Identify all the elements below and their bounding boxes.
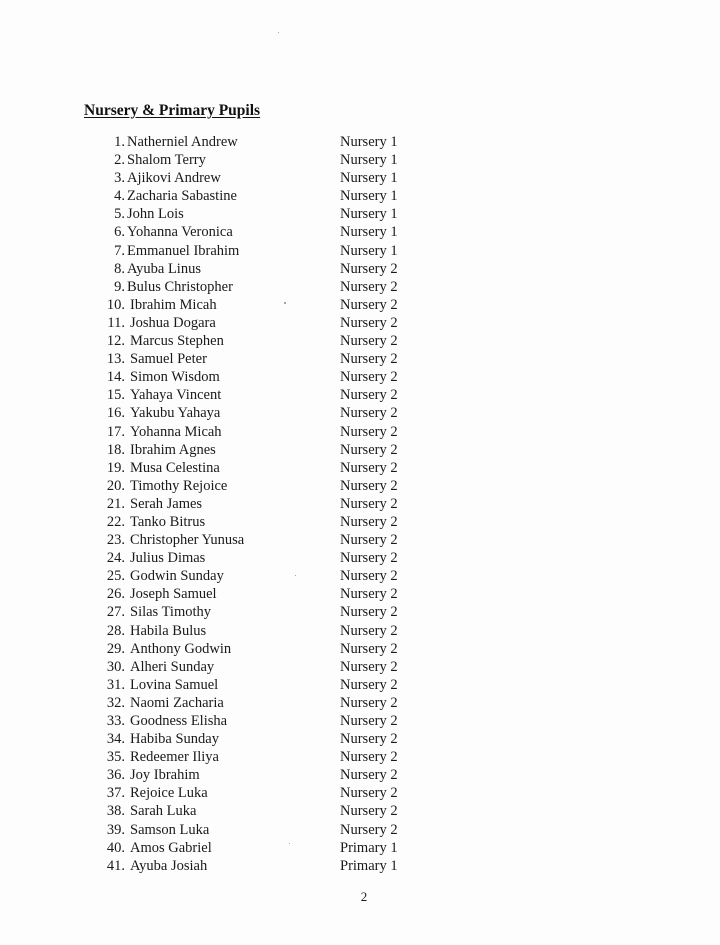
- pupil-name: Yohanna Micah: [130, 423, 222, 440]
- pupil-name: Lovina Samuel: [130, 676, 219, 693]
- pupil-number: 2.: [114, 152, 125, 169]
- pupil-class: Nursery 2: [340, 586, 398, 603]
- pupil-row: [0, 350, 720, 368]
- pupil-class: Nursery 2: [340, 821, 398, 838]
- pupil-row: [0, 368, 720, 386]
- pupil-name: Marcus Stephen: [130, 333, 224, 350]
- pupil-number: 36.: [106, 767, 125, 784]
- pupil-name: Musa Celestina: [130, 459, 220, 476]
- pupil-name: Ayuba Linus: [127, 260, 201, 277]
- pupil-row: [0, 694, 720, 712]
- pupil-class: Nursery 2: [340, 495, 398, 512]
- pupil-number: 20.: [106, 477, 125, 494]
- pupil-row: [0, 296, 720, 314]
- pupil-name: Ayuba Josiah: [130, 857, 208, 874]
- pupil-number: 22.: [106, 513, 125, 530]
- pupil-class: Nursery 2: [340, 694, 398, 711]
- pupil-number: 13.: [106, 351, 125, 368]
- pupil-class: Nursery 2: [340, 640, 398, 657]
- pupil-number: 5.: [114, 206, 125, 223]
- pupil-name: Sarah Luka: [130, 803, 197, 820]
- pupil-row: [0, 242, 720, 260]
- pupil-row: [0, 477, 720, 495]
- pupil-name: Zacharia Sabastine: [127, 188, 237, 205]
- pupil-row: [0, 567, 720, 585]
- pupil-name: Christopher Yunusa: [130, 532, 245, 549]
- pupil-number: 3.: [114, 170, 125, 187]
- pupil-name: Shalom Terry: [127, 152, 206, 169]
- pupil-class: Nursery 1: [340, 152, 398, 169]
- pupil-number: 29.: [106, 640, 125, 657]
- pupil-class: Nursery 2: [340, 459, 398, 476]
- pupil-class: Nursery 1: [340, 134, 398, 150]
- pupil-row: [0, 495, 720, 513]
- pupil-row: [0, 133, 720, 151]
- pupil-row: [0, 748, 720, 766]
- pupil-number: 37.: [106, 785, 125, 802]
- pupil-number: 33.: [106, 713, 125, 729]
- pupil-class: Nursery 2: [340, 785, 398, 802]
- pupil-name: Ibrahim Micah: [130, 296, 217, 313]
- pupil-name: Yahaya Vincent: [130, 387, 222, 404]
- pupil-row: [0, 802, 720, 820]
- pupil-row: [0, 441, 720, 459]
- pupil-class: Nursery 2: [340, 803, 398, 820]
- pupil-row: [0, 169, 720, 187]
- pupil-number: 34.: [106, 731, 125, 748]
- pupil-row: [0, 260, 720, 278]
- pupil-name: Joseph Samuel: [130, 586, 217, 603]
- pupil-name: Timothy Rejoice: [130, 477, 228, 494]
- pupil-number: 7.: [114, 242, 125, 259]
- pupil-class: Nursery 2: [340, 767, 398, 784]
- pupil-number: 17.: [106, 423, 125, 440]
- pupil-class: Nursery 2: [340, 622, 398, 639]
- pupil-row: [0, 513, 720, 531]
- pupil-name: Serah James: [130, 495, 203, 512]
- pupil-row: [0, 187, 720, 205]
- pupil-name: Ibrahim Agnes: [130, 441, 216, 458]
- pupil-class: Nursery 2: [340, 441, 398, 458]
- pupil-name: Alheri Sunday: [130, 658, 215, 675]
- pupil-number: 27.: [106, 604, 125, 621]
- pupil-row: [0, 386, 720, 404]
- pupil-number: 4.: [114, 188, 125, 205]
- pupil-row: [0, 603, 720, 621]
- pupil-name: Yohanna Veronica: [127, 224, 233, 241]
- pupil-class: Nursery 2: [340, 333, 398, 350]
- pupil-row: [0, 549, 720, 567]
- pupil-name: Silas Timothy: [130, 604, 211, 621]
- pupil-row: [0, 278, 720, 296]
- pupil-row: [0, 640, 720, 658]
- page-number: 2: [360, 889, 368, 904]
- pupil-number: 19.: [106, 459, 125, 476]
- pupil-class: Nursery 2: [340, 477, 398, 494]
- pupil-class: Primary 1: [340, 857, 398, 874]
- pupil-class: Nursery 1: [340, 170, 398, 187]
- pupil-name: Amos Gabriel: [130, 839, 212, 856]
- pupil-number: 6.: [114, 224, 125, 241]
- pupil-name: Goodness Elisha: [130, 713, 228, 729]
- pupil-number: 11.: [107, 314, 125, 331]
- pupil-name: Bulus Christopher: [127, 278, 233, 295]
- pupil-number: 32.: [106, 694, 125, 711]
- pupil-row: [0, 332, 720, 350]
- pupil-number: 30.: [106, 658, 125, 675]
- pupil-number: 40.: [106, 839, 125, 856]
- pupil-row: [0, 766, 720, 784]
- pupil-class: Nursery 2: [340, 260, 398, 277]
- scan-speck: [295, 575, 296, 576]
- pupil-row: [0, 151, 720, 169]
- pupil-class: Nursery 2: [340, 568, 398, 585]
- pupil-name: Yakubu Yahaya: [130, 405, 221, 422]
- pupil-name: Naomi Zacharia: [130, 694, 224, 711]
- pupil-row: [0, 459, 720, 477]
- pupil-name: Simon Wisdom: [130, 369, 220, 386]
- pupil-list: [0, 133, 720, 875]
- pupil-class: Nursery 2: [340, 387, 398, 404]
- pupil-number: 8.: [114, 260, 125, 277]
- pupil-row: [0, 423, 720, 441]
- pupil-class: Nursery 2: [340, 532, 398, 549]
- pupil-number: 21.: [106, 495, 125, 512]
- pupil-row: [0, 205, 720, 223]
- pupil-class: Nursery 2: [340, 314, 398, 331]
- pupil-name: Joy Ibrahim: [130, 767, 200, 784]
- pupil-name: Joshua Dogara: [130, 314, 216, 331]
- pupil-class: Nursery 2: [340, 513, 398, 530]
- pupil-name: Redeemer Iliya: [130, 749, 219, 766]
- pupil-class: Nursery 2: [340, 369, 398, 386]
- pupil-class: Nursery 2: [340, 405, 398, 422]
- pupil-number: 9.: [114, 278, 125, 295]
- pupil-number: 26.: [106, 586, 125, 603]
- pupil-name: Samson Luka: [130, 821, 210, 838]
- pupil-row: [0, 531, 720, 549]
- pupil-class: Nursery 1: [340, 224, 398, 241]
- pupil-row: [0, 223, 720, 241]
- pupil-number: 15.: [106, 387, 125, 404]
- pupil-class: Primary 1: [340, 839, 398, 856]
- pupil-name: Samuel Peter: [130, 351, 207, 368]
- scan-speck: [289, 843, 290, 844]
- pupil-class: Nursery 2: [340, 658, 398, 675]
- pupil-row: [0, 658, 720, 676]
- pupil-name: Habila Bulus: [130, 622, 207, 639]
- pupil-class: Nursery 2: [340, 713, 398, 729]
- pupil-number: 31.: [106, 676, 125, 693]
- pupil-name: Natherniel Andrew: [127, 134, 238, 150]
- pupil-class: Nursery 1: [340, 242, 398, 259]
- pupil-number: 24.: [106, 550, 125, 567]
- pupil-name: Julius Dimas: [130, 550, 206, 567]
- pupil-name: Habiba Sunday: [130, 731, 219, 748]
- pupil-number: 12.: [106, 333, 125, 350]
- pupil-number: 41.: [106, 857, 125, 874]
- section-heading: Nursery & Primary Pupils: [84, 102, 261, 119]
- pupil-class: Nursery 2: [340, 731, 398, 748]
- pupil-number: 14.: [106, 369, 125, 386]
- pupil-number: 10.: [106, 296, 125, 313]
- pupil-number: 39.: [106, 821, 125, 838]
- pupil-class: Nursery 2: [340, 423, 398, 440]
- pupil-number: 28.: [106, 622, 125, 639]
- pupil-name: Tanko Bitrus: [130, 513, 206, 530]
- pupil-class: Nursery 2: [340, 676, 398, 693]
- pupil-row: [0, 314, 720, 332]
- pupil-name: Rejoice Luka: [130, 785, 208, 802]
- pupil-row: [0, 784, 720, 802]
- pupil-number: 1.: [114, 134, 125, 150]
- pupil-number: 35.: [106, 749, 125, 766]
- pupil-number: 23.: [106, 532, 125, 549]
- pupil-class: Nursery 2: [340, 604, 398, 621]
- pupil-row: [0, 712, 720, 730]
- pupil-name: Emmanuel Ibrahim: [127, 242, 240, 259]
- scan-speck: [284, 302, 286, 304]
- pupil-class: Nursery 2: [340, 351, 398, 368]
- pupil-name: Anthony Godwin: [130, 640, 232, 657]
- pupil-number: 38.: [106, 803, 125, 820]
- pupil-row: [0, 839, 720, 857]
- pupil-class: Nursery 2: [340, 550, 398, 567]
- pupil-row: [0, 730, 720, 748]
- pupil-row: [0, 585, 720, 603]
- pupil-name: Godwin Sunday: [130, 568, 224, 585]
- pupil-class: Nursery 2: [340, 278, 398, 295]
- pupil-number: 25.: [106, 568, 125, 585]
- pupil-class: Nursery 2: [340, 296, 398, 313]
- scan-speck: [278, 32, 279, 33]
- pupil-row: [0, 622, 720, 640]
- pupil-name: Ajikovi Andrew: [127, 170, 221, 187]
- pupil-number: 18.: [106, 441, 125, 458]
- pupil-row: [0, 404, 720, 422]
- pupil-name: John Lois: [127, 206, 184, 223]
- pupil-class: Nursery 1: [340, 188, 398, 205]
- pupil-number: 16.: [106, 405, 125, 422]
- pupil-row: [0, 676, 720, 694]
- pupil-class: Nursery 2: [340, 749, 398, 766]
- pupil-row: [0, 857, 720, 875]
- pupil-class: Nursery 1: [340, 206, 398, 223]
- pupil-row: [0, 821, 720, 839]
